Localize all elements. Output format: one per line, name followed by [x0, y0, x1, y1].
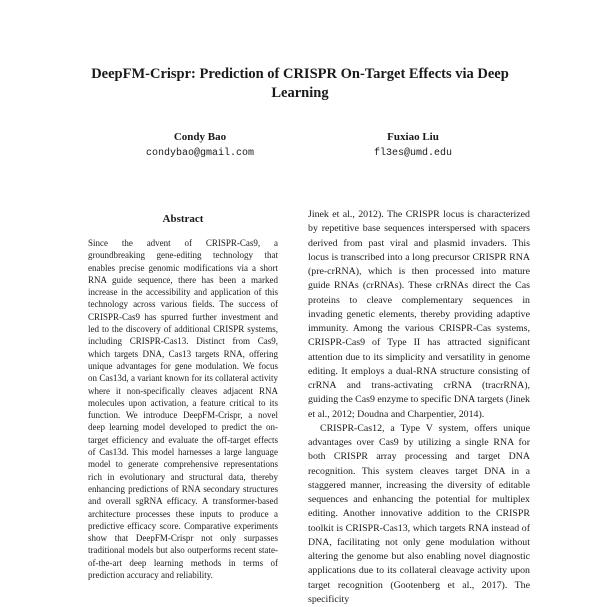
author-name: Fuxiao Liu	[387, 131, 439, 143]
abstract-text: Since the advent of CRISPR-Cas9, a groundbreaking gene-editing technology that enables precise genomic modifications via a short RNA guide sequence, there has been a marked increase in the accessibility and application of this technology across various fields. The success of CRISPR-Cas9 has spurred further investment and led to the discovery of additional CRISPR systems, including CRISPR-Cas13. Distinct from Cas9, which targets DNA, Cas13 targets RNA, offering unique advantages for gene modulation. We focus on Cas13d, a variant known for its collateral activity where it non-specifically cleaves adjacent RNA molecules upon activation, a feature critical to its function. We introduce DeepFM-Crispr, a novel deep learning model developed to predict the on-target efficiency and evaluate the off-target effects of Cas13d. This model harnesses a large language model to generate comprehensive representations rich in evolutionary and structural data, thereby enhancing predictions of RNA secondary structures and overall sgRNA efficacy. A transformer-based architecture processes these inputs to produce a predictive efficacy score. Comparative experiments show that DeepFM-Crispr not only surpasses traditional models but also outperforms recent state-of-the-art deep learning methods in terms of prediction accuracy and reliability.	[88, 238, 278, 581]
author-email: condybao@gmail.com	[145, 148, 255, 159]
body-column-right	[308, 208, 530, 607]
author-block-2	[313, 130, 513, 160]
author-block-1	[100, 130, 300, 160]
body-paragraph-1: Jinek et al., 2012). The CRISPR locus is characterized by repetitive base sequences interspersed with spacers derived from past viral and plasmid invaders. This locus is transcribed into a long precursor CRISPR RNA (pre-crRNA), which is then processed into mature guide RNAs (crRNAs). These crRNAs direct the Cas proteins to cleave complementary sequences in invading genetic elements, thereby providing adaptive immunity. Among the various CRISPR-Cas systems, CRISPR-Cas9 of Type II has attracted significant attention due to its simplicity and versatility in genome editing. It employs a dual-RNA structure consisting of crRNA and trans-activating crRNA (tracrRNA), guiding the Cas9 enzyme to specific DNA targets (Jinek et al., 2012; Doudna and Charpentier, 2014).	[308, 209, 530, 420]
author-email: fl3es@umd.edu	[373, 148, 452, 159]
abstract-heading: Abstract	[162, 213, 204, 225]
paper-title: DeepFM-Crispr: Prediction of CRISPR On-Target Effects via Deep Learning	[91, 66, 509, 101]
author-name: Condy Bao	[173, 131, 227, 143]
body-paragraph-2: CRISPR-Cas12, a Type V system, offers unique advantages over Cas9 by utilizing a single RNA for both CRISPR array processing and target DNA recognition. This system cleaves target DNA in a staggered manner, increasing the diversity of editable sequences and enhancing the potential for multiplex editing. Another innovative addition to the CRISPR toolkit is CRISPR-Cas13, which targets RNA instead of DNA, facilitating not only gene modulation without altering the genome but also enabling novel diagnostic applications due to its collateral cleavage activity upon target recognition (Gootenberg et al., 2017). The specificity	[308, 422, 530, 605]
